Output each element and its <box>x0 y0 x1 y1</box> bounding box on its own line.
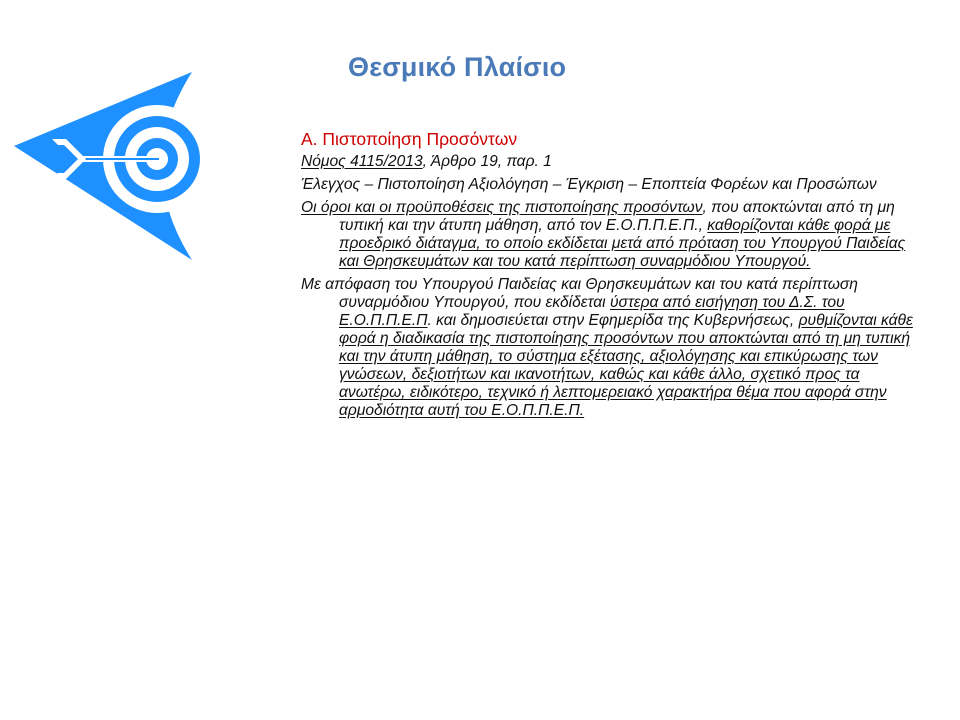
paragraph-1-segment: καθορίζονται κάθε φορά με προεδρικό διάταγμα, το οποίο εκδίδεται μετά από πρόταση του Υπουργού Παιδείας και Θρησκευμάτων και του κατά περίπτωση συναρμόδιου Υπουργού. <box>339 217 906 270</box>
paragraph-2 <box>301 276 921 420</box>
paragraph-2-segment: ύστερα από εισήγηση του Δ.Σ. του Ε.Ο.Π.Π.Ε.Π <box>339 294 845 329</box>
subheading: Έλεγχος – Πιστοποίηση Αξιολόγηση – Έγκριση – Εποπτεία Φορέων και Προσώπων <box>301 176 877 193</box>
slide-title: Θεσμικό Πλαίσιο <box>348 52 567 82</box>
paragraph-1-segment: , που αποκτώνται από τη μη τυπική και την άτυπη μάθηση, από τον Ε.Ο.Π.Π.Ε.Π., <box>339 199 895 234</box>
content-block <box>301 128 921 425</box>
law-article: , Άρθρο 19, παρ. 1 <box>422 153 552 170</box>
target-with-arrow-icon <box>14 64 204 264</box>
paragraph-1 <box>301 199 921 271</box>
law-number: Νόμος 4115/2013 <box>301 153 423 170</box>
paragraph-2-segment: ρυθμίζονται κάθε φορά η διαδικασία της πιστοποίησης προσόντων που αποκτώνται από τη μη τυπική και την άτυπη μάθηση, το σύστημα εξέτασης, αξιολόγησης και επικύρωσης των γνώσεων, δεξιοτήτων και ικανοτήτων, καθώς και κάθε άλλο, σχετικό προς τα ανωτέρω, ειδικότερο, τεχνικό ή λεπτομερειακό χαρακτήρα θέμα που αφορά στην αρμοδιότητα αυτή του Ε.Ο.Π.Π.Ε.Π. <box>339 312 913 419</box>
paragraph-1-segment: Οι όροι και οι προϋποθέσεις της πιστοποίησης προσόντων <box>301 199 703 216</box>
section-heading: Α. Πιστοποίηση Προσόντων <box>301 129 518 149</box>
law-reference <box>301 153 921 171</box>
paragraph-2-segment: . και δημοσιεύεται στην Εφημερίδα της Κυβερνήσεως, <box>427 312 799 329</box>
paragraph-2-segment: Με απόφαση του Υπουργού Παιδείας και Θρησκευμάτων και του κατά περίπτωση συναρμόδιου Υπουργού, που εκδίδεται <box>301 276 858 311</box>
